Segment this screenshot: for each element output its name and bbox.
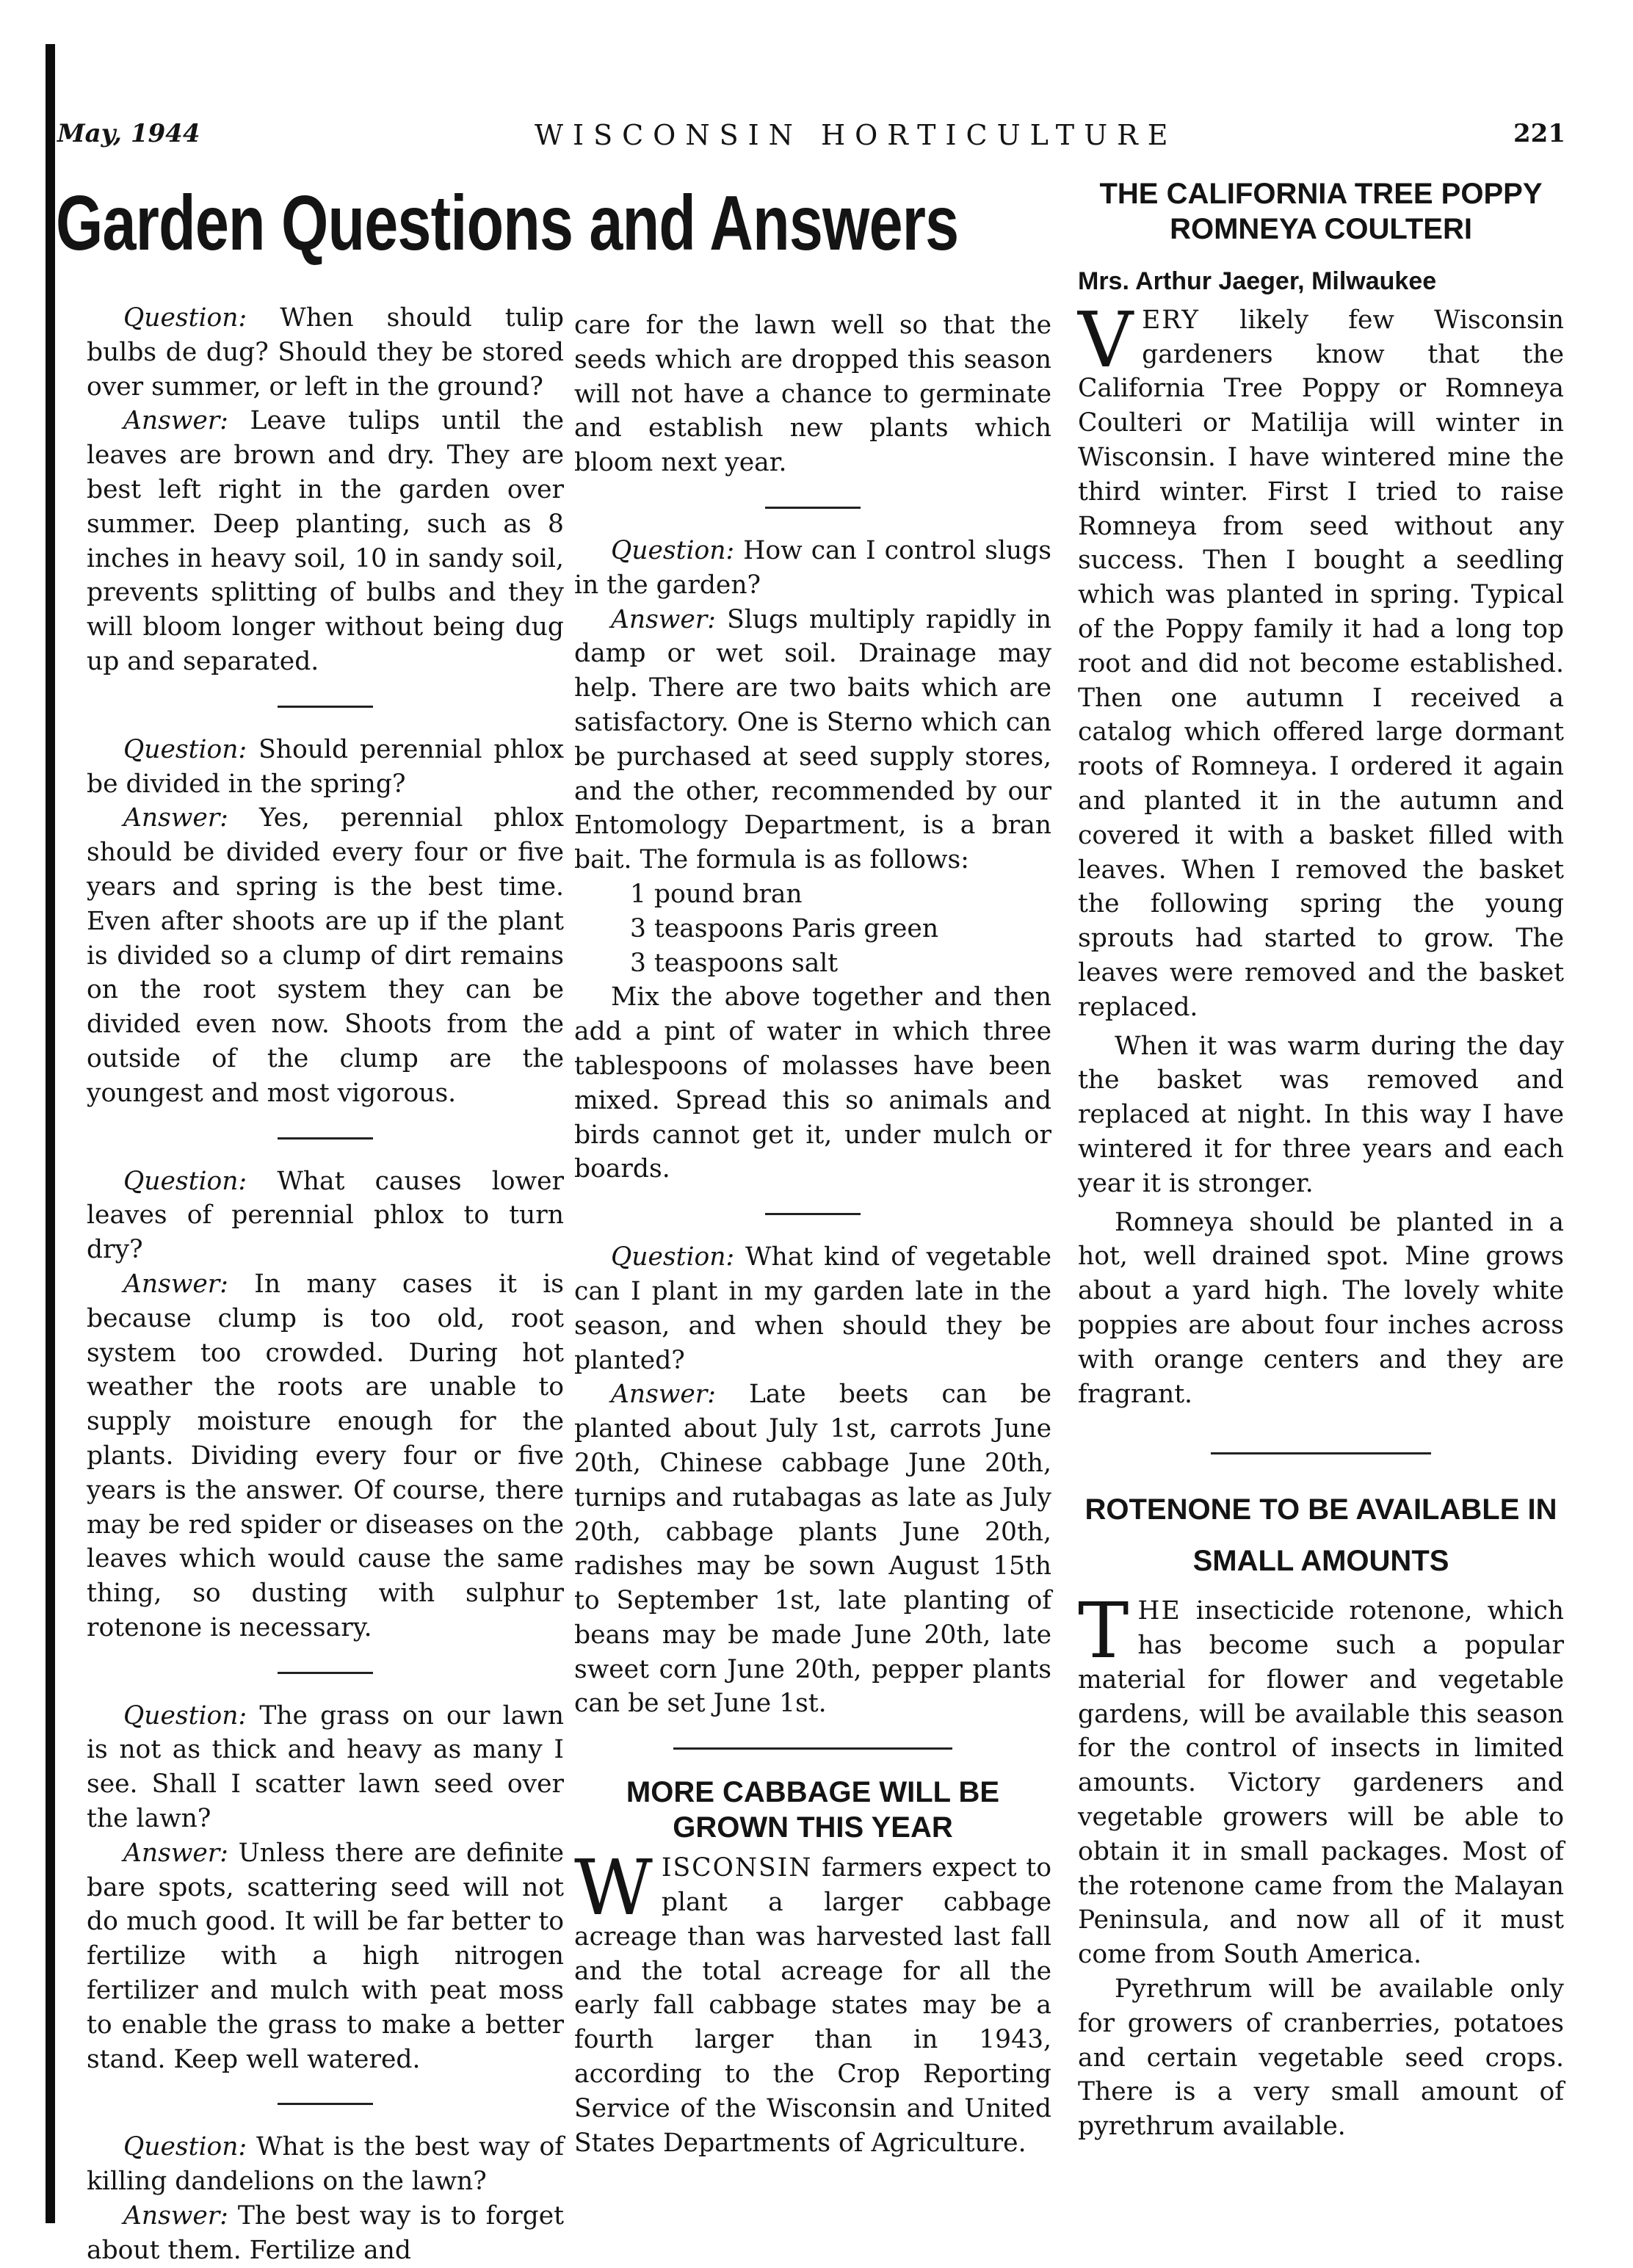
- question-text: How can I control slugs in the garden?: [574, 535, 1052, 600]
- question-text: Should perennial phlox be divided in the spring?: [87, 734, 564, 799]
- answer-text: Slugs multiply rapidly in damp or wet soil. Drainage may help. There are two baits which are satisfactory. One is Sterno which can be purchased at seed supply stores, and the other, recommended by our Entomology Department, is a bran bait. The formula is as follows:: [574, 604, 1052, 875]
- answer-label: Answer:: [123, 1269, 228, 1299]
- question-label: Question:: [123, 734, 247, 764]
- poppy-paragraph-1: [1078, 294, 1564, 1025]
- column-right: [1078, 176, 1564, 2144]
- question-text: When should tulip bulbs de dug? Should they be stored over summer, or left in the ground?: [87, 303, 564, 402]
- answer-text: Leave tulips until the leaves are brown and dry. They are best left right in the garden over summer. Deep planting, such as 8 inches in heavy soil, 10 in sandy soil, prevents splitting of bulbs and they will bloom longer without being dug up and separated.: [87, 406, 565, 676]
- poppy-paragraph-3: Romneya should be planted in a hot, well drained spot. Mine grows about a yard high. The lovely white poppies are about four inches across with orange centers and they are fragrant.: [1078, 1207, 1564, 1409]
- answer-text: Late beets can be planted about July 1st, carrots June 20th, Chinese cabbage June 20th, turnips and rutabagas as late as July 20th, cabbage plants June 20th, radishes may be sown August 15th to September 1st, late planting of beans may be made June 20th, late sweet corn June 20th, pepper plants can be set June 1st.: [574, 1380, 1051, 1719]
- question-text: What causes lower leaves of perennial phlox to turn dry?: [87, 1166, 564, 1265]
- qa-slugs: [574, 534, 1051, 1186]
- section-divider: [765, 507, 861, 509]
- question-label: Question:: [123, 1700, 247, 1731]
- question-paragraph: [87, 1699, 564, 1836]
- section-divider: [278, 1672, 373, 1674]
- question-paragraph: [574, 534, 1051, 603]
- qa-phlox-leaves: [87, 1164, 564, 1645]
- answer-paragraph: [87, 1267, 564, 1645]
- answer-paragraph: [87, 801, 564, 1110]
- answer-paragraph: [87, 404, 564, 678]
- recipe-line: 3 teaspoons Paris green: [630, 913, 939, 943]
- answer-text: Unless there are definite bare spots, scattering seed will not do much good. It will be far better to fertilize with a high nitrogen fertilizer and mulch with peat moss to enable the grass to make a better stand. Keep well watered.: [87, 1838, 564, 2074]
- answer-paragraph: [87, 2199, 564, 2268]
- column-left: [87, 301, 564, 2268]
- drop-cap: T: [1078, 1586, 1129, 1676]
- qa-late-vegetables: [574, 1240, 1051, 1721]
- answer-text: The best way is to forget about them. Fertilize and: [87, 2201, 565, 2265]
- body-text: farmers expect to plant a larger cabbage acreage than was harvested last fall and the total acreage for all the early fall cabbage states may be a fourth larger than in 1943, according to the Crop Reporting Service of the Wisconsin and United States Departments of Agriculture.: [574, 1853, 1051, 2158]
- journal-title: WISCONSIN HORTICULTURE: [535, 119, 1178, 151]
- page-number: 221: [1513, 119, 1565, 148]
- answer-text: In many cases it is because clump is too old, root system too crowded. During hot weather the roots are unable to supply moisture enough for the plants. Dividing every four or five years is the answer. Of course, there may be red spider or diseases on the leaves which would cause the same thing, so dusting with sulphur rotenone is necessary.: [87, 1269, 565, 1642]
- answer-paragraph: [87, 1836, 564, 2077]
- answer-label: Answer:: [611, 604, 716, 634]
- page-title: Garden Questions and Answers: [56, 180, 959, 267]
- answer-label: Answer:: [123, 803, 228, 833]
- rotenone-article-title: ROTENONE TO BE AVAILABLE IN SMALL AMOUNTS: [1085, 1493, 1557, 1578]
- answer-paragraph: [574, 1377, 1051, 1721]
- poppy-paragraph-2: When it was warm during the day the basket was removed and replaced at night. In this way I have wintered it for three years and each year it is stronger.: [1078, 1031, 1564, 1198]
- drop-cap: V: [1078, 294, 1134, 385]
- answer-label: Answer:: [123, 1838, 228, 1868]
- recipe-line: 1 pound bran: [630, 879, 803, 909]
- answer-label: Answer:: [611, 1380, 716, 1410]
- recipe-line: 3 teaspoons salt: [630, 948, 839, 978]
- answer-continued: care for the lawn well so that the seeds which are dropped this season will not have a chance to germinate and establish new plants which bloom next year.: [574, 311, 1051, 478]
- body-text: likely few Wisconsin gardeners know that the California Tree Poppy or Romneya Coulteri or Matilija will winter in Wisconsin. I have wintered mine the third winter. First I tried to raise Romneya from seed without any success. Then I bought a seedling which was planted in spring. Typical of the Poppy family it had a long top root and did not become established. Then one autumn I received a catalog which offered large dormant roots of Romneya. I ordered it again and planted it in the autumn and covered it with a basket filled with leaves. When I removed the basket the following spring the young sprouts had started to grow. The leaves were removed and the basket replaced.: [1078, 305, 1564, 1022]
- section-divider: [278, 1137, 373, 1140]
- qa-lawn-seed: [87, 1699, 564, 2077]
- column-middle: [574, 308, 1051, 2160]
- lead-in: ERY: [1142, 305, 1200, 335]
- qa-tulip-bulbs: [87, 301, 564, 679]
- question-label: Question:: [123, 1166, 247, 1196]
- question-text: What kind of vegetable can I plant in my garden late in the season, and when should they be planted?: [574, 1242, 1051, 1375]
- answer-paragraph: [574, 603, 1051, 877]
- question-paragraph: [87, 301, 564, 404]
- answer-continued: Mix the above together and then add a pint of water in which three tablespoons of molasses have been mixed. Spread this so animals and birds cannot get it, under mulch or boards.: [574, 982, 1051, 1184]
- binding-edge: [46, 44, 55, 2223]
- question-text: The grass on our lawn is not as thick and heavy as many I see. Shall I scatter lawn seed over the lawn?: [87, 1700, 564, 1834]
- answer-text: Yes, perennial phlox should be divided every four or five years and spring is the best time. Even after shoots are up if the plant is divided so a clump of dirt remains on the root system they can be divided even now. Shoots from the outside of the clump are the youngest and most vigorous.: [87, 803, 564, 1108]
- question-paragraph: [87, 733, 564, 802]
- answer-label: Answer:: [123, 2201, 228, 2231]
- qa-dandelions: [87, 2130, 564, 2267]
- poppy-article-title: THE CALIFORNIA TREE POPPY ROMNEYA COULTERI: [1099, 178, 1543, 245]
- author-byline: Mrs. Arthur Jaeger, Milwaukee: [1078, 267, 1437, 295]
- qa-phlox-division: [87, 733, 564, 1111]
- question-paragraph: [87, 1164, 564, 1267]
- drop-cap: W: [574, 1843, 653, 1933]
- question-label: Question:: [611, 1242, 735, 1272]
- lead-in: HE: [1137, 1596, 1181, 1626]
- issue-date: May, 1944: [57, 119, 200, 148]
- section-divider: [278, 2103, 373, 2105]
- question-label: Question:: [611, 535, 735, 565]
- bait-recipe: [574, 877, 1051, 980]
- rotenone-paragraph-1: [1078, 1586, 1564, 1972]
- cabbage-article-title: MORE CABBAGE WILL BE GROWN THIS YEAR: [626, 1776, 1000, 1844]
- section-divider: [765, 1213, 861, 1215]
- body-text: insecticide rotenone, which has become such a popular material for flower and vegetable gardens, will be available this season for the control of insects in limited amounts. Victory gardeners and vegetable growers will be able to obtain it in small packages. Most of the rotenone came from the Malayan Peninsula, and now all of it must come from South America.: [1078, 1596, 1564, 1970]
- question-text: What is the best way of killing dandelions on the lawn?: [87, 2132, 564, 2197]
- section-divider: [278, 706, 373, 708]
- rotenone-paragraph-2: Pyrethrum will be available only for growers of cranberries, potatoes and certain vegetable seed crops. There is a very small amount of pyrethrum available.: [1078, 1974, 1564, 2142]
- article-divider: [1211, 1452, 1431, 1454]
- running-head: [57, 119, 1565, 160]
- lead-in: ISCONSIN: [661, 1853, 813, 1883]
- question-paragraph: [87, 2130, 564, 2199]
- answer-label: Answer:: [123, 406, 228, 436]
- cabbage-article-body: [574, 1843, 1051, 2160]
- article-divider: [673, 1747, 952, 1750]
- question-paragraph: [574, 1240, 1051, 1377]
- question-label: Question:: [123, 303, 247, 333]
- question-label: Question:: [123, 2132, 247, 2162]
